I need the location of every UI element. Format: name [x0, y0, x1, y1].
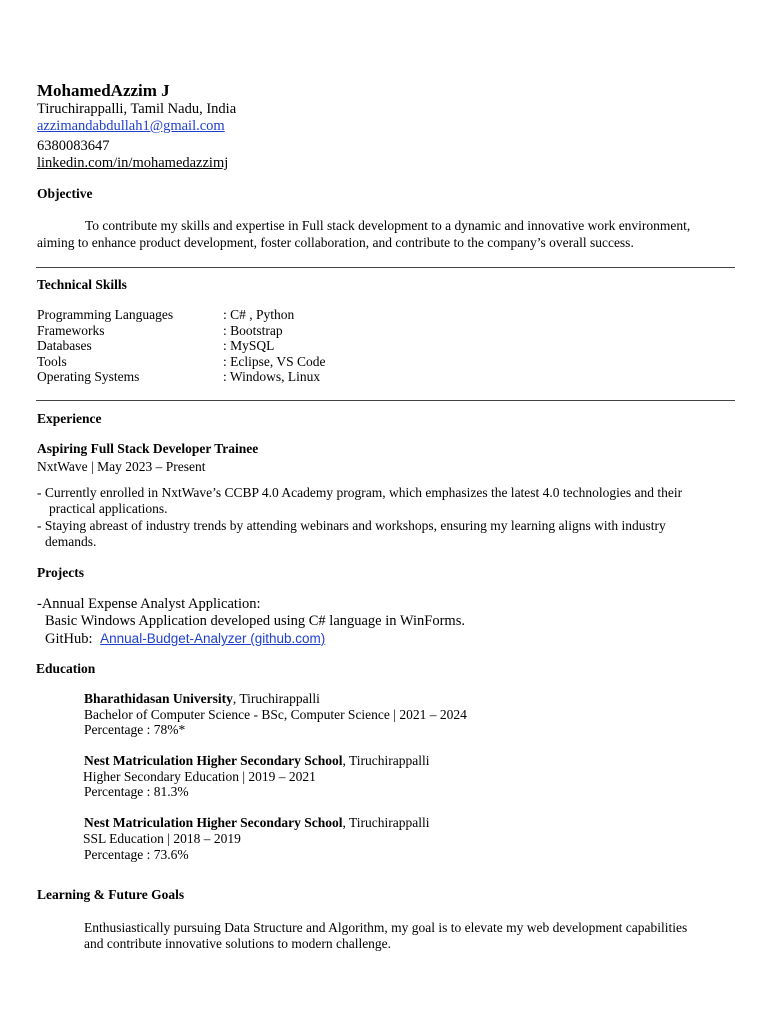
project-title: -Annual Expense Analyst Application:: [37, 596, 261, 612]
skill-value: : Bootstrap: [223, 323, 283, 338]
goals-text-line1: Enthusiastically pursuing Data Structure and Algorithm, my goal is to elevate my web development capabilities: [84, 920, 688, 935]
divider: [36, 400, 735, 401]
candidate-name: MohamedAzzim J: [37, 81, 170, 100]
skill-row-databases: [37, 338, 537, 354]
project-description: Basic Windows Application developed using C# language in WinForms.: [45, 613, 465, 629]
goals-heading: Learning & Future Goals: [37, 887, 185, 902]
education-school-3: [84, 815, 429, 831]
experience-bullet-1-cont: practical applications.: [49, 501, 168, 516]
school-name: Bharathidasan University: [84, 691, 233, 706]
education-school-1: [84, 691, 320, 707]
divider: [36, 267, 735, 268]
skill-label: Databases: [37, 338, 92, 353]
experience-role: Aspiring Full Stack Developer Trainee: [37, 441, 259, 456]
github-label: GitHub:: [45, 631, 93, 647]
objective-text-line2: aiming to enhance product development, foster collaboration, and contribute to the company’s overall success.: [37, 235, 634, 250]
education-degree-2: Higher Secondary Education | 2019 – 2021: [83, 769, 316, 784]
project-github: [45, 631, 325, 648]
skill-value: : C# , Python: [223, 307, 295, 322]
skill-label: Programming Languages: [37, 307, 174, 322]
experience-heading: Experience: [37, 411, 102, 426]
skill-label: Frameworks: [37, 323, 105, 338]
skill-row-frameworks: [37, 323, 537, 339]
objective-text-line1: To contribute my skills and expertise in Full stack development to a dynamic and innovative work environment,: [85, 218, 691, 233]
projects-heading: Projects: [37, 565, 84, 580]
skill-label: Tools: [37, 354, 67, 369]
education-school-2: [84, 753, 429, 769]
experience-company: NxtWave | May 2023 – Present: [37, 459, 206, 474]
skill-value: : Windows, Linux: [223, 369, 321, 384]
skill-row-tools: [37, 354, 537, 370]
github-repo-link[interactable]: Annual-Budget-Analyzer (github.com): [100, 631, 326, 646]
education-percentage-3: Percentage : 73.6%: [84, 847, 189, 862]
location: Tiruchirappalli, Tamil Nadu, India: [37, 101, 237, 117]
experience-bullet-1: - Currently enrolled in NxtWave’s CCBP 4.0 Academy program, which emphasizes the latest 4.0 technologies and their: [37, 485, 683, 500]
school-name: Nest Matriculation Higher Secondary School: [84, 753, 343, 768]
school-city: , Tiruchirappalli: [342, 753, 430, 768]
objective-heading: Objective: [37, 186, 93, 201]
education-percentage-1: Percentage : 78%*: [84, 722, 186, 737]
education-degree-1: Bachelor of Computer Science - BSc, Computer Science | 2021 – 2024: [84, 707, 467, 722]
experience-bullet-2-cont: demands.: [45, 534, 97, 549]
linkedin-link[interactable]: linkedin.com/in/mohamedazzimj: [37, 155, 229, 171]
school-city: , Tiruchirappalli: [342, 815, 430, 830]
phone-number: 6380083647: [37, 138, 110, 154]
skill-row-programming: [37, 307, 537, 323]
skill-value: : Eclipse, VS Code: [223, 354, 326, 369]
skill-label: Operating Systems: [37, 369, 140, 384]
experience-bullet-2: - Staying abreast of industry trends by attending webinars and workshops, ensuring my learning aligns with industry: [37, 518, 666, 533]
education-heading: Education: [36, 661, 96, 676]
education-degree-3: SSL Education | 2018 – 2019: [83, 831, 241, 846]
school-name: Nest Matriculation Higher Secondary School: [84, 815, 343, 830]
skills-heading: Technical Skills: [37, 277, 127, 292]
goals-text-line2: and contribute innovative solutions to modern challenge.: [84, 936, 392, 951]
education-percentage-2: Percentage : 81.3%: [84, 784, 189, 799]
email-link[interactable]: azzimandabdullah1@gmail.com: [37, 118, 225, 134]
school-city: , Tiruchirappalli: [232, 691, 320, 706]
skill-value: : MySQL: [223, 338, 275, 353]
skill-row-os: [37, 369, 537, 385]
